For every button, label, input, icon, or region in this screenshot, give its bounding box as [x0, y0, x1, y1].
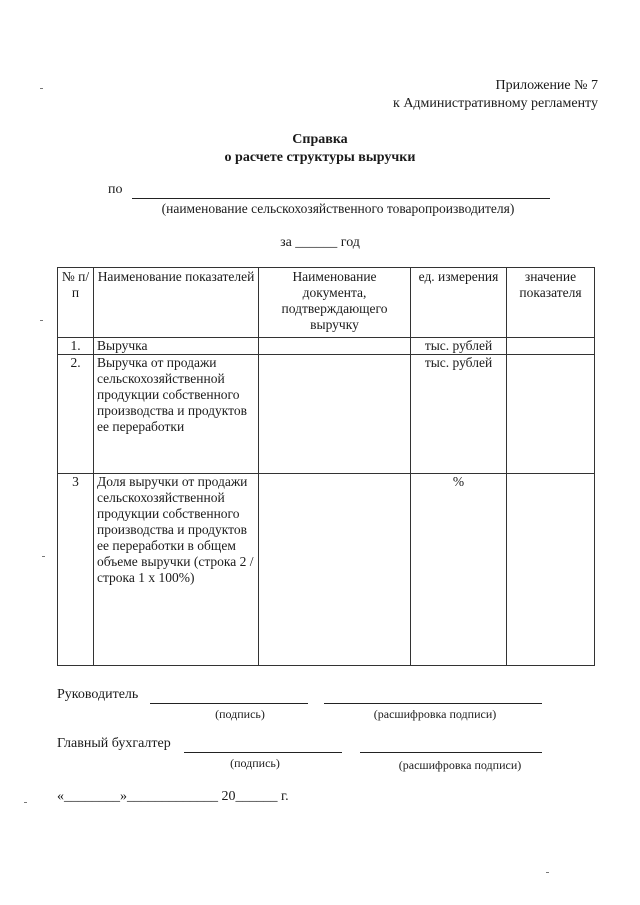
scan-speck: [40, 88, 43, 89]
table-header-row: [58, 268, 595, 338]
producer-caption: (наименование сельскохозяйственного товаропроизводителя): [161, 201, 515, 216]
row-num: 2.: [58, 355, 94, 474]
accountant-signature-line: [184, 752, 342, 753]
producer-name-line: [132, 198, 550, 199]
row-document: [259, 338, 411, 355]
row-unit: тыс. рублей: [411, 355, 507, 474]
scan-speck: [24, 802, 27, 803]
header-num: № п/п: [58, 268, 94, 338]
row-value: [507, 474, 595, 666]
scan-speck: [40, 320, 43, 321]
table-row: [58, 355, 595, 474]
accountant-decoding-line: [360, 752, 542, 753]
head-signature-line: [150, 703, 308, 704]
head-signature-caption: (подпись): [215, 707, 265, 721]
document-subtitle: о расчете структуры выручки: [224, 150, 416, 165]
accountant-signature-caption: (подпись): [230, 756, 280, 770]
header-value: значение показателя: [507, 268, 595, 338]
row-value: [507, 338, 595, 355]
appendix-reference: к Административному регламенту: [393, 96, 598, 111]
row-num: 3: [58, 474, 94, 666]
revenue-structure-table: [57, 267, 595, 666]
accountant-decoding-caption: (расшифровка подписи): [398, 758, 522, 772]
appendix-number: Приложение № 7: [495, 78, 598, 93]
row-indicator: Доля выручки от продажи сельскохозяйственной продукции собственного производства и продуктов ее переработки в общем объеме выручки (строка 2 / строка 1 x 100%): [94, 474, 259, 666]
head-decoding-line: [324, 703, 542, 704]
scan-speck: [42, 556, 45, 557]
row-unit: %: [411, 474, 507, 666]
header-indicator: Наименование показателей: [94, 268, 259, 338]
document-title: Справка: [292, 132, 348, 147]
row-unit: тыс. рублей: [411, 338, 507, 355]
date-line: «________»_____________ 20______ г.: [57, 789, 289, 804]
report-period: за ______ год: [280, 235, 360, 250]
row-indicator: Выручка: [94, 338, 259, 355]
producer-prefix: по: [108, 182, 123, 197]
scan-speck: [546, 872, 549, 873]
row-value: [507, 355, 595, 474]
head-decoding-caption: (расшифровка подписи): [373, 707, 497, 721]
row-num: 1.: [58, 338, 94, 355]
header-unit: ед. измерения: [411, 268, 507, 338]
header-document: Наименование документа, подтверждающего выручку: [259, 268, 411, 338]
row-document: [259, 474, 411, 666]
table-row: [58, 338, 595, 355]
row-indicator: Выручка от продажи сельскохозяйственной продукции собственного производства и продуктов ее переработки: [94, 355, 259, 474]
table-row: [58, 474, 595, 666]
row-document: [259, 355, 411, 474]
chief-accountant-label: Главный бухгалтер: [57, 736, 171, 751]
head-label: Руководитель: [57, 687, 139, 702]
